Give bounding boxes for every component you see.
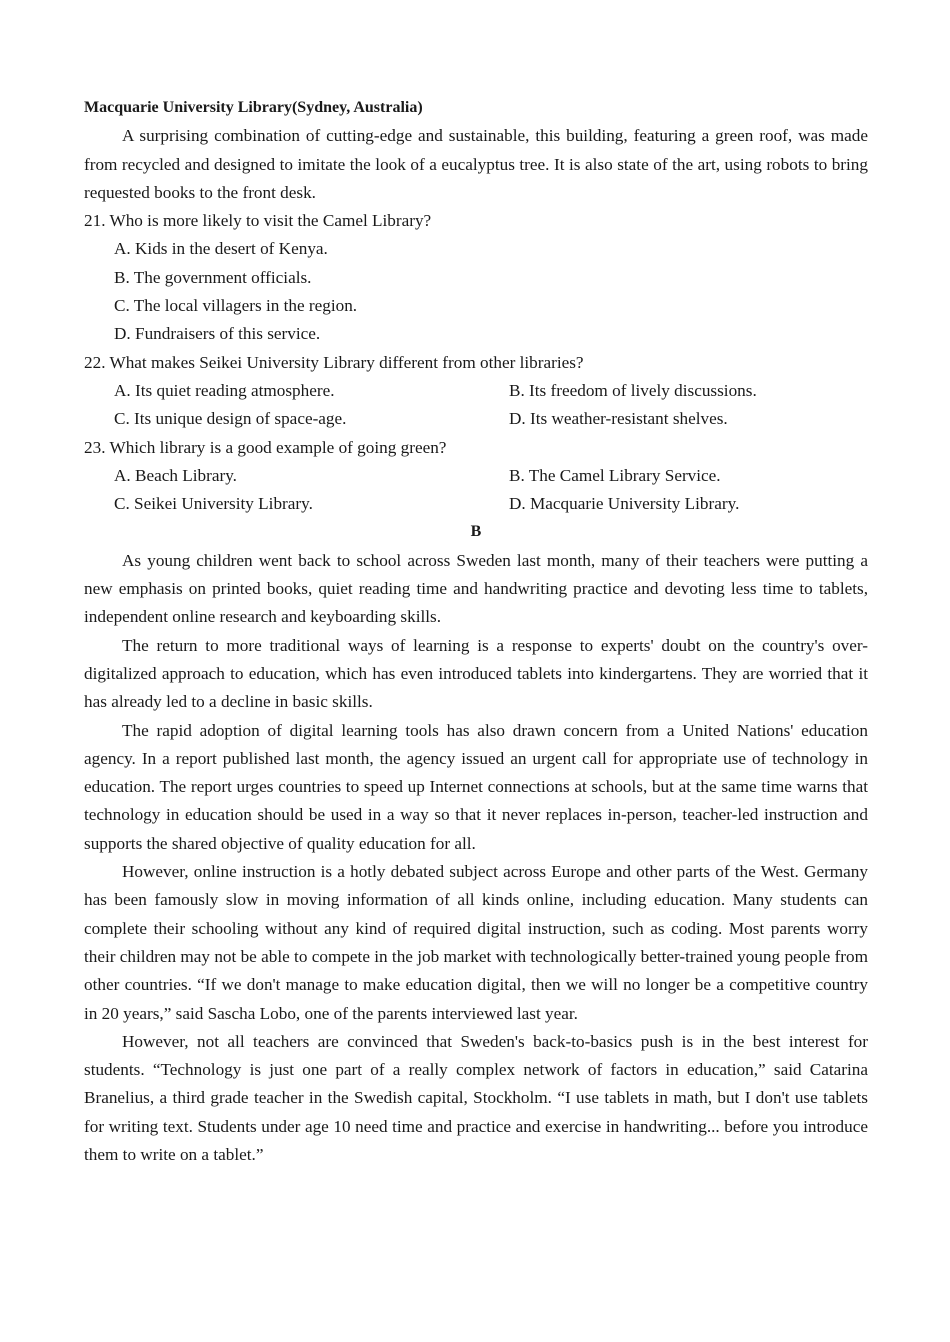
option-a: A. Beach Library. [114, 465, 237, 485]
option-row [114, 377, 868, 405]
passage-paragraph: The return to more traditional ways of learning is a response to experts' doubt on the country's over-digitalized approach to education, which has even introduced tablets into kindergartens. They are worried that it has already led to a decline in basic skills. [84, 635, 868, 712]
question-stem: 23. Which library is a good example of going green? [84, 437, 447, 457]
option-row [114, 490, 868, 518]
option-b: B. The government officials. [114, 267, 312, 287]
option-d: D. Its weather-resistant shelves. [509, 409, 728, 429]
section-title: B [470, 523, 482, 541]
passage-paragraph: However, online instruction is a hotly debated subject across Europe and other parts of the West. Germany has been famously slow in moving information of all kinds online, including education. Many students can complete their schooling without any kind of required digital instruction, such as coding. Most parents worry their children may not be able to compete in the job market with technologically better-trained young people from other countries. “If we don't manage to make education digital, then we will no longer be a competitive country in 20 years,” said Sascha Lobo, one of the parents interviewed last year. [84, 862, 868, 1023]
exam-page [84, 94, 868, 1169]
option-a: A. Kids in the desert of Kenya. [114, 239, 328, 259]
question-stem: 21. Who is more likely to visit the Camel Library? [84, 211, 432, 231]
option-row [114, 405, 868, 433]
library-heading: Macquarie University Library(Sydney, Australia) [84, 99, 423, 116]
passage-paragraph: As young children went back to school across Sweden last month, many of their teachers were putting a new emphasis on printed books, quiet reading time and handwriting practice and devoting less time to tablets, independent online research and keyboarding skills. [84, 550, 868, 627]
option-row [114, 462, 868, 490]
option-b: B. The Camel Library Service. [509, 465, 721, 485]
passage-paragraph: However, not all teachers are convinced that Sweden's back-to-basics push is in the best interest for students. “Technology is just one part of a really complex network of factors in education,” said Catarina Branelius, a third grade teacher in the Swedish capital, Stockholm. “I use tablets in math, but I don't use tablets for writing text. Students under age 10 need time and practice and exercise in handwriting... before you introduce them to write on a tablet.” [84, 1031, 868, 1164]
library-paragraph: A surprising combination of cutting-edge and sustainable, this building, featuring a green roof, was made from recycled and designed to imitate the look of a eucalyptus tree. It is also state of the art, using robots to bring requested books to the front desk. [84, 126, 868, 202]
option-c: C. The local villagers in the region. [114, 296, 358, 316]
question-21 [84, 207, 868, 348]
question-stem: 22. What makes Seikei University Library different from other libraries? [84, 352, 584, 372]
passage-paragraph: The rapid adoption of digital learning tools has also drawn concern from a United Nations' education agency. In a report published last month, the agency issued an urgent call for appropriate use of technology in education. The report urges countries to speed up Internet connections at schools, but at the same time warns that technology in education should be used in a way so that it never replaces in-person, teacher-led instruction and supports the shared objective of quality education for all. [84, 720, 868, 853]
option-c: C. Seikei University Library. [114, 494, 313, 514]
question-22 [84, 349, 868, 434]
question-23 [84, 434, 868, 519]
option-b: B. Its freedom of lively discussions. [509, 380, 757, 400]
option-c: C. Its unique design of space-age. [114, 409, 347, 429]
option-d: D. Fundraisers of this service. [114, 324, 321, 344]
option-d: D. Macquarie University Library. [509, 494, 740, 514]
option-a: A. Its quiet reading atmosphere. [114, 380, 335, 400]
